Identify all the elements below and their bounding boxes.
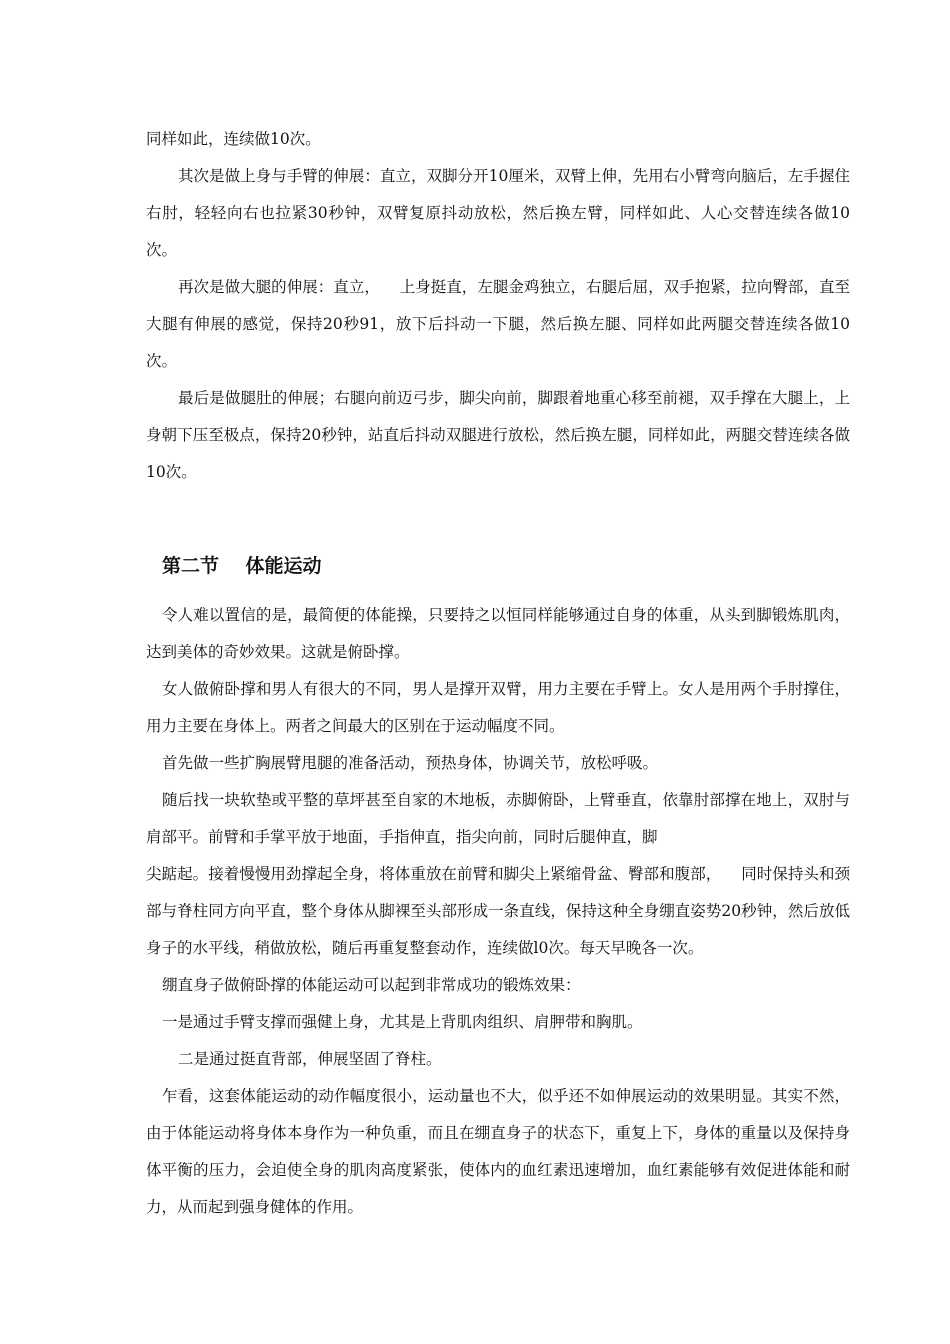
paragraph-women-vs-men: 女人做俯卧撑和男人有很大的不同，男人是撑开双臂，用力主要在手臂上。女人是用两个手肘撑住，用力主要在身体上。两者之间最大的区别在于运动幅度不同。: [146, 680, 850, 735]
paragraph-procedure-1: 随后找一块软垫或平整的草坪甚至自家的木地板，赤脚俯卧，上臂垂直，依靠肘部撑在地上，双肘与肩部平。前臂和手掌平放于地面，手指伸直，指尖向前，同时后腿伸直，脚: [146, 791, 850, 846]
paragraph-continuation: 同样如此，连续做10次。: [146, 130, 321, 148]
paragraph-warmup: 首先做一些扩胸展臂甩腿的准备活动，预热身体，协调关节，放松呼吸。: [162, 754, 659, 772]
paragraph-calf-stretch: 最后是做腿肚的伸展；右腿向前迈弓步，脚尖向前，脚跟着地重心移至前褪，双手撑在大腿上，上身朝下压至极点，保持20秒钟，站直后抖动双腿进行放松，然后换左腿，同样如此，两腿交替连续各做10次。: [146, 389, 850, 481]
text-column: [146, 121, 850, 1226]
paragraph-conclusion: 乍看，这套体能运动的动作幅度很小，运动量也不大，似乎还不如伸展运动的效果明显。其实不然，由于体能运动将身体本身作为一种负重，而且在绷直身子的状态下，重复上下，身体的重量以及保持身体平衡的压力，会迫使全身的肌肉高度紧张，使体内的血红素迅速增加，血红素能够有效促进体能和耐力，从而起到强身健体的作用。: [146, 1087, 850, 1216]
list-item-effect-2: 二是通过挺直背部，伸展坚固了脊柱。: [178, 1050, 442, 1068]
paragraph-effects-lead: 绷直身子做俯卧撑的体能运动可以起到非常成功的锻炼效果：: [162, 976, 581, 994]
section-title: 第二节 体能运动: [162, 555, 322, 577]
paragraph-thigh-stretch: 再次是做大腿的伸展：直立， 上身挺直，左腿金鸡独立，右腿后屈，双手抱紧，拉向臀部，直至大腿有伸展的感觉，保持20秒91，放下后抖动一下腿，然后换左腿、同样如此两腿交替连续各做10次。: [146, 278, 850, 370]
list-item-effect-1: 一是通过手臂支撑而强健上身，尤其是上背肌肉组织、肩胛带和胸肌。: [162, 1013, 643, 1031]
paragraph-intro-pushup: 令人难以置信的是，最简便的体能操，只要持之以恒同样能够通过自身的体重，从头到脚锻炼肌肉，达到美体的奇妙效果。这就是俯卧撑。: [146, 606, 850, 661]
paragraph-procedure-2: 尖踮起。接着慢慢用劲撑起全身，将体重放在前臂和脚尖上紧缩骨盆、臀部和腹部， 同时保持头和颈部与脊柱同方向平直，整个身体从脚裸至头部形成一条直线，保持这种全身绷直姿势20秒钟，然后放低身子的水平线，稍做放松，随后再重复整套动作，连续做l0次。每天早晚各一次。: [146, 865, 850, 957]
paragraph-upper-body-stretch: 其次是做上身与手臂的伸展：直立，双脚分开10厘米，双臂上伸，先用右小臂弯向脑后，左手握住右肘，轻轻向右也拉紧30秒钟，双臂复原抖动放松，然后换左臂，同样如此、人心交替连续各做10次。: [146, 167, 850, 259]
